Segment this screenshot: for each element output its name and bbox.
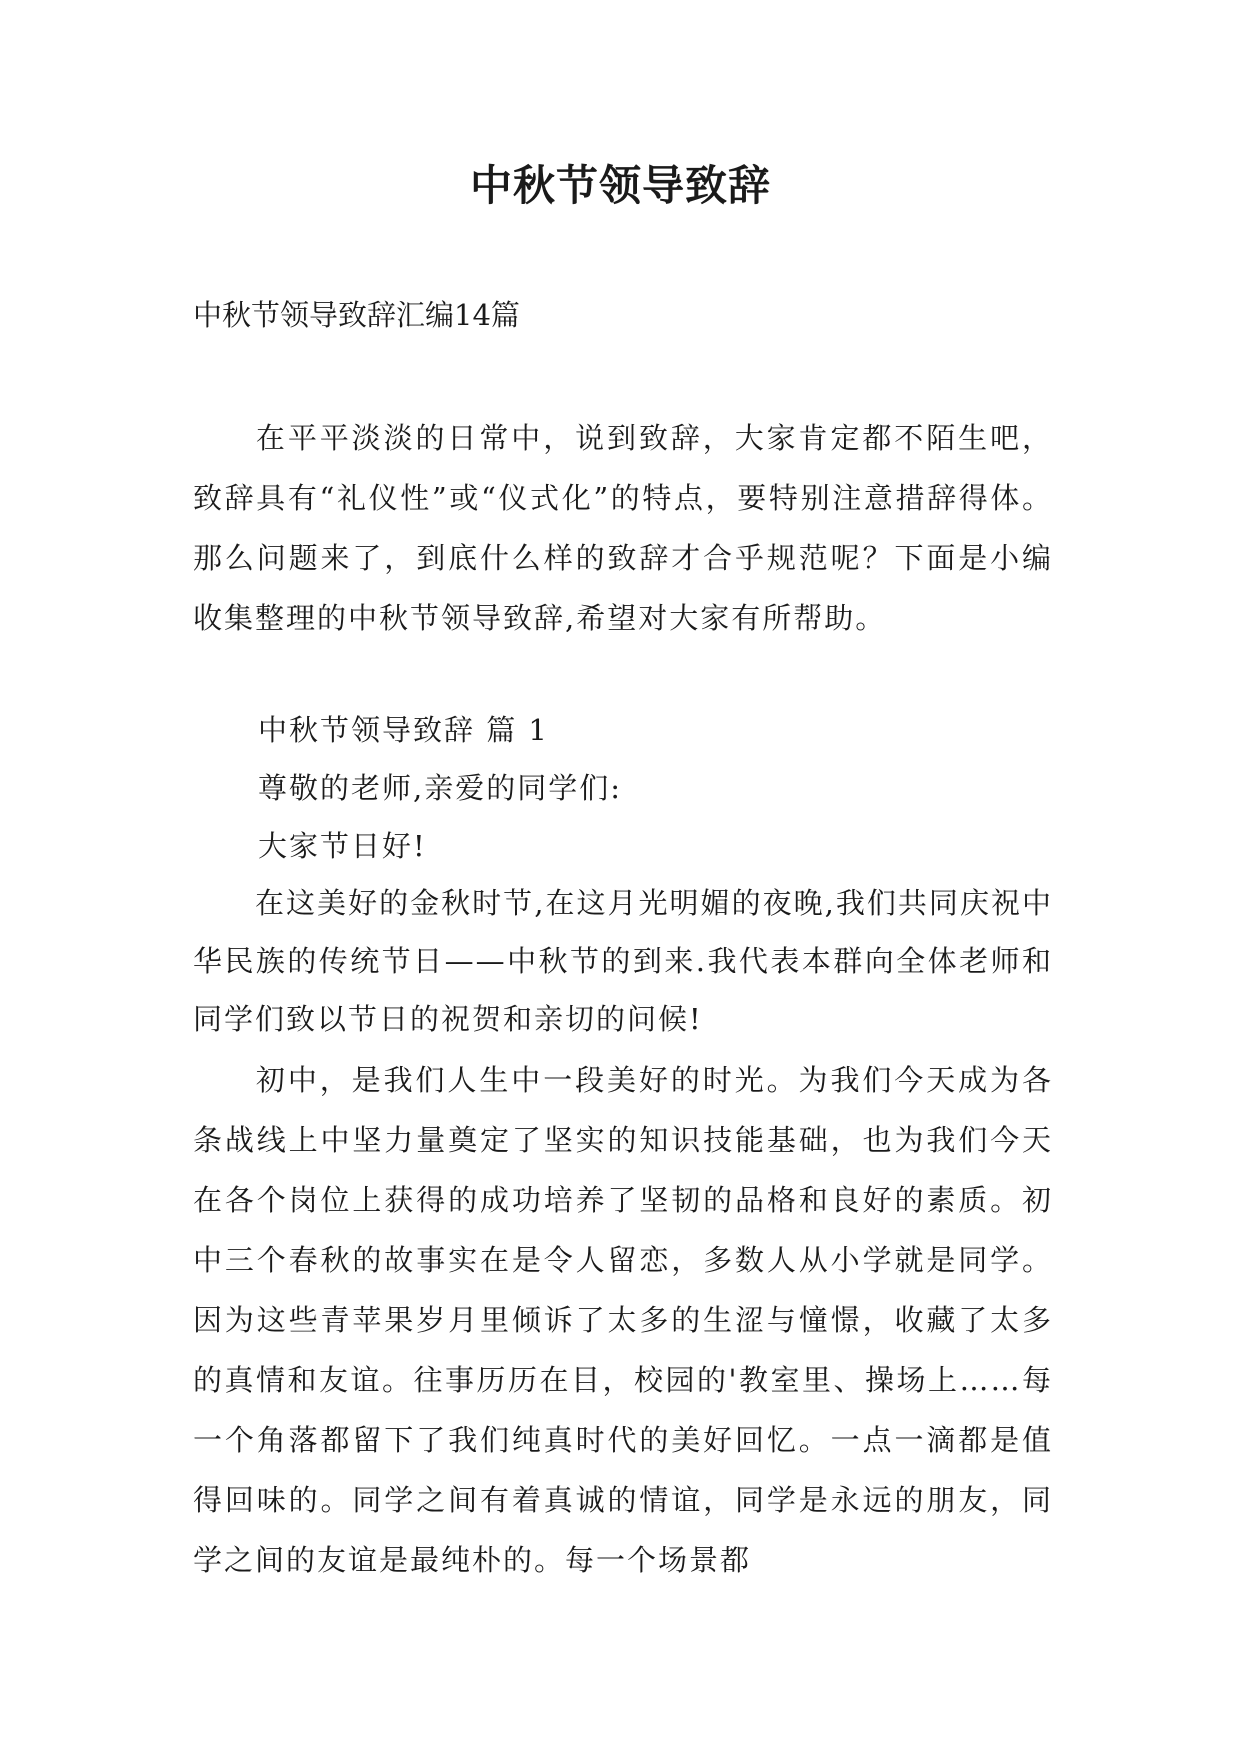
body-paragraph-2 [193, 1050, 1053, 1590]
holiday-greeting-line: 大家节日好! [258, 829, 427, 863]
intro-paragraph [193, 408, 1053, 648]
intro-text: 在平平淡淡的日常中，说到致辞，大家肯定都不陌生吧，致辞具有“礼仪性”或“仪式化”的特点，要特别注意措辞得体。那么问题来了，到底什么样的致辞才合乎规范呢？下面是小编收集整理的中秋节领导致辞,希望对大家有所帮助。 [193, 421, 1053, 635]
body-paragraph-1 [193, 874, 1053, 1048]
section-heading: 中秋节领导致辞 篇 1 [258, 713, 549, 747]
body-paragraph-2-text: 初中，是我们人生中一段美好的时光。为我们今天成为各条战线上中坚力量奠定了坚实的知识技能基础，也为我们今天在各个岗位上获得的成功培养了坚韧的品格和良好的素质。初中三个春秋的故事实在是令人留恋，多数人从小学就是同学。因为这些青苹果岁月里倾诉了太多的生涩与憧憬，收藏了太多的真情和友谊。往事历历在目，校园的'教室里、操场上……每一个角落都留下了我们纯真时代的美好回忆。一点一滴都是值得回味的。同学之间有着真诚的情谊，同学是永远的朋友，同学之间的友谊是最纯朴的。每一个场景都 [193, 1063, 1053, 1577]
body-paragraph-1-text: 在这美好的金秋时节,在这月光明媚的夜晚,我们共同庆祝中华民族的传统节日——中秋节的到来.我代表本群向全体老师和同学们致以节日的祝贺和亲切的问候! [193, 886, 1053, 1036]
greeting-line: 尊敬的老师,亲爱的同学们: [258, 771, 622, 805]
document-subtitle: 中秋节领导致辞汇编14篇 [193, 298, 520, 332]
document-title: 中秋节领导致辞 [469, 161, 771, 210]
